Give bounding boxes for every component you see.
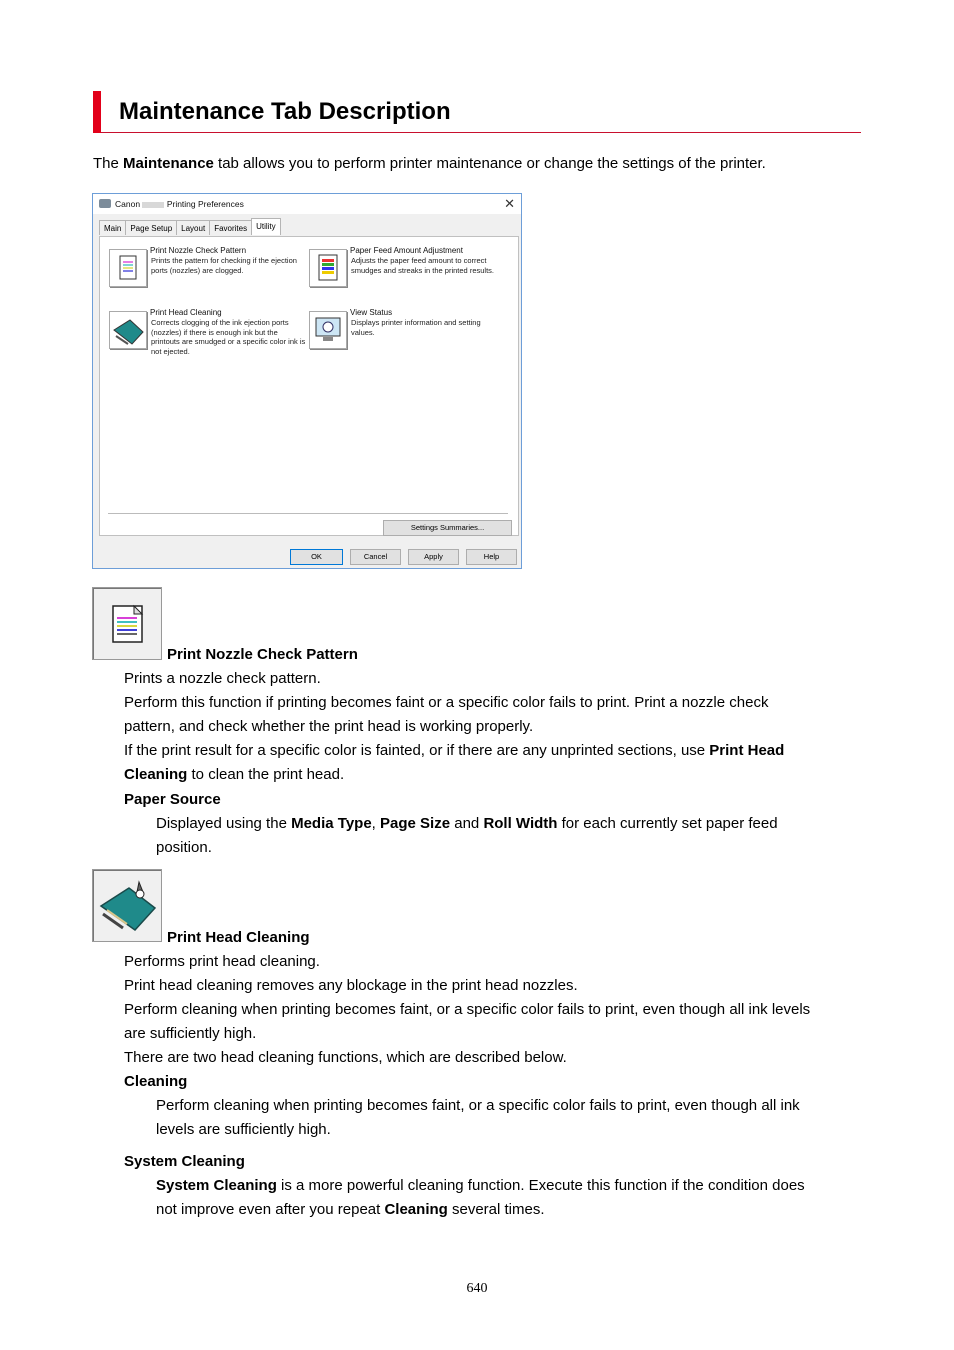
- page-title: Maintenance Tab Description: [119, 98, 451, 125]
- dialog-title: [115, 199, 244, 209]
- cleaning-desc-2: levels are sufficiently high.: [156, 1121, 331, 1138]
- cleaning-line-5: There are two head cleaning functions, which are described below.: [124, 1049, 567, 1066]
- help-button[interactable]: Help: [466, 549, 517, 565]
- panel-divider: [108, 513, 508, 514]
- view-status-desc: Displays printer information and setting values.: [351, 318, 481, 337]
- cleaning-label: Cleaning: [124, 1073, 188, 1090]
- nozzle-check-desc: Prints the pattern for checking if the ejection ports (nozzles) are clogged.: [151, 256, 297, 275]
- tab-main[interactable]: Main: [99, 220, 126, 235]
- nozzle-check-heading: Print Nozzle Check Pattern: [167, 646, 358, 663]
- system-cleaning-bold-2: Cleaning: [384, 1201, 448, 1218]
- dialog-titlebar: [93, 194, 521, 214]
- nozzle-line-4: [124, 739, 784, 763]
- ps-roll-width: Roll Width: [483, 815, 558, 832]
- dialog-title-text: Printing Preferences: [166, 199, 244, 209]
- nozzle-line-3: pattern, and check whether the print head is working properly.: [124, 718, 534, 735]
- nozzle-line-5-bold: Cleaning: [124, 766, 188, 783]
- head-cleaning-icon[interactable]: [109, 311, 147, 349]
- intro-bold: Maintenance: [123, 155, 214, 172]
- apply-button[interactable]: Apply: [408, 549, 459, 565]
- nozzle-check-large-icon: [92, 587, 162, 660]
- intro-paragraph: [93, 152, 766, 176]
- nozzle-check-icon[interactable]: [109, 249, 147, 287]
- paper-feed-icon[interactable]: [309, 249, 347, 287]
- cancel-button[interactable]: Cancel: [350, 549, 401, 565]
- cleaning-line-2: Print head cleaning removes any blockage in the print head nozzles.: [124, 977, 578, 994]
- head-cleaning-desc: Corrects clogging of the ink ejection ports (nozzles) if there is enough ink but the printouts are smudged or a specific color ink is not ejected.: [151, 318, 306, 356]
- system-cleaning-text-3: several times.: [447, 1201, 545, 1218]
- nozzle-line-5: [124, 763, 344, 787]
- nozzle-line-5-text: to clean the print head.: [187, 766, 345, 783]
- ps-text-4: for each currently set paper feed: [557, 815, 778, 832]
- ps-text-2: ,: [371, 815, 381, 832]
- nozzle-check-title: Print Nozzle Check Pattern: [150, 246, 247, 255]
- system-cleaning-desc-2: [156, 1198, 545, 1222]
- paper-source-line-1: [156, 812, 778, 836]
- redacted-model: [142, 202, 164, 208]
- system-cleaning-label: System Cleaning: [124, 1153, 245, 1170]
- system-cleaning-text-2: not improve even after you repeat: [156, 1201, 385, 1218]
- cleaning-line-1: Performs print head cleaning.: [124, 953, 320, 970]
- head-cleaning-heading: Print Head Cleaning: [167, 929, 310, 946]
- ok-button[interactable]: OK: [290, 549, 343, 565]
- head-cleaning-title: Print Head Cleaning: [150, 308, 222, 317]
- system-cleaning-text: is a more powerful cleaning function. Execute this function if the condition does: [276, 1177, 805, 1194]
- system-cleaning-desc-1: [156, 1174, 805, 1198]
- close-icon[interactable]: ✕: [504, 196, 515, 211]
- printing-preferences-dialog: [92, 193, 522, 569]
- cleaning-line-4: are sufficiently high.: [124, 1025, 257, 1042]
- intro-text-end: tab allows you to perform printer maintenance or change the settings of the printer.: [213, 155, 766, 172]
- ps-media-type: Media Type: [291, 815, 372, 832]
- tab-favorites[interactable]: Favorites: [209, 220, 252, 235]
- head-cleaning-large-icon: [92, 869, 162, 942]
- ps-text-1: Displayed using the: [156, 815, 292, 832]
- tab-layout[interactable]: Layout: [176, 220, 210, 235]
- ps-page-size: Page Size: [380, 815, 451, 832]
- paper-feed-title: Paper Feed Amount Adjustment: [350, 246, 463, 255]
- intro-text: The: [93, 155, 124, 172]
- system-cleaning-bold: System Cleaning: [156, 1177, 277, 1194]
- heading-accent-bar: [93, 91, 101, 133]
- nozzle-line-4-text: If the print result for a specific color is fainted, or if there are any unprinted sections, use: [124, 742, 710, 759]
- settings-summaries-button[interactable]: Settings Summaries...: [383, 520, 512, 536]
- paper-source-label: Paper Source: [124, 791, 221, 808]
- nozzle-line-4-bold: Print Head: [709, 742, 785, 759]
- paper-source-line-2: position.: [156, 839, 212, 856]
- paper-feed-desc: Adjusts the paper feed amount to correct smudges and streaks in the printed results.: [351, 256, 494, 275]
- ps-text-3: and: [450, 815, 484, 832]
- dialog-tabs: [99, 220, 280, 236]
- printer-icon: [99, 199, 111, 208]
- dialog-title-brand: Canon: [115, 199, 141, 209]
- cleaning-desc-1: Perform cleaning when printing becomes faint, or a specific color fails to print, even though all ink: [156, 1097, 800, 1114]
- view-status-icon[interactable]: [309, 311, 347, 349]
- cleaning-line-3: Perform cleaning when printing becomes faint, or a specific color fails to print, even though all ink levels: [124, 1001, 811, 1018]
- nozzle-line-1: Prints a nozzle check pattern.: [124, 670, 321, 687]
- heading-rule: [101, 132, 861, 133]
- utility-panel: [99, 236, 519, 536]
- page-number: 640: [466, 1281, 488, 1296]
- tab-utility[interactable]: Utility: [251, 218, 281, 235]
- tab-page-setup[interactable]: Page Setup: [125, 220, 177, 235]
- nozzle-line-2: Perform this function if printing becomes faint or a specific color fails to print. Print a nozzle check: [124, 694, 769, 711]
- view-status-title: View Status: [350, 308, 393, 317]
